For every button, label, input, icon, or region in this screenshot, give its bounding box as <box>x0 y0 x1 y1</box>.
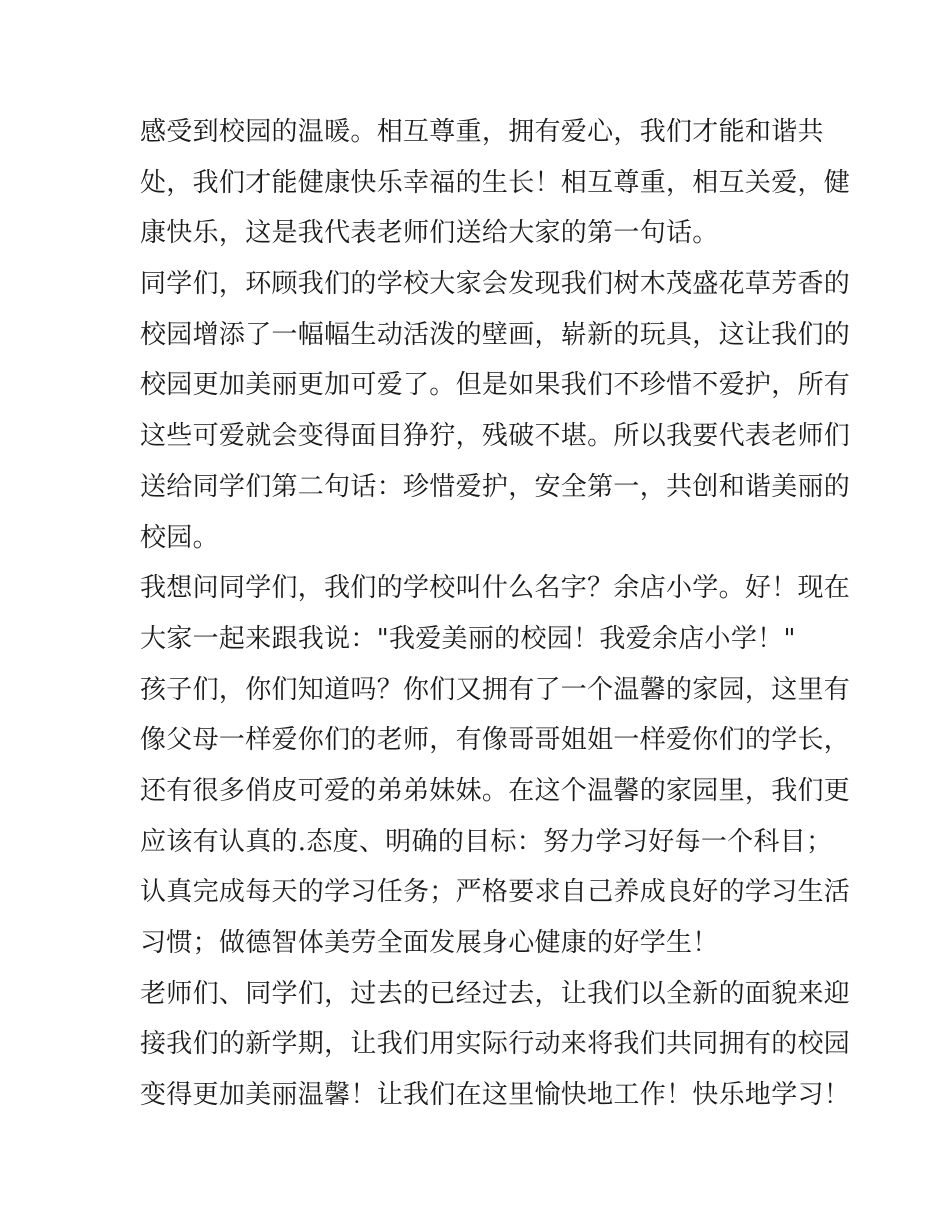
text-line: 感受到校园的温暖。相互尊重，拥有爱心，我们才能和谐共 <box>140 117 824 147</box>
text-line: 像父母一样爱你们的老师，有像哥哥姐姐一样爱你们的学长， <box>140 725 851 756</box>
text-line: 孩子们，你们知道吗？你们又拥有了一个温馨的家园，这里有 <box>140 674 851 705</box>
text-line: 这些可爱就会变得面目狰狞，残破不堪。所以我要代表老师们 <box>140 421 851 452</box>
document-body <box>140 107 851 1121</box>
text-line: 我想问同学们，我们的学校叫什么名字？余店小学。好！现在 <box>140 573 851 604</box>
text-line: 应该有认真的.态度、明确的目标：努力学习好每一个科目； <box>140 826 833 857</box>
text-line: 处，我们才能健康快乐幸福的生长！相互尊重，相互关爱，健 <box>140 167 851 198</box>
text-line: 校园更加美丽更加可爱了。但是如果我们不珍惜不爱护，所有 <box>140 370 851 401</box>
text-line: 老师们、同学们，过去的已经过去，让我们以全新的面貌来迎 <box>140 978 851 1009</box>
text-line: 康快乐，这是我代表老师们送给大家的第一句话。 <box>140 218 719 249</box>
text-line: 认真完成每天的学习任务；严格要求自己养成良好的学习生活 <box>140 877 851 908</box>
text-line: 还有很多俏皮可爱的弟弟妹妹。在这个温馨的家园里，我们更 <box>140 775 851 806</box>
text-line: 习惯；做德智体美劳全面发展身心健康的好学生！ <box>140 928 719 958</box>
text-line: 校园。 <box>140 522 219 553</box>
text-line: 送给同学们第二句话：珍惜爱护，安全第一，共创和谐美丽的 <box>140 471 851 502</box>
text-line: 同学们，环顾我们的学校大家会发现我们树木茂盛花草芳香的 <box>140 269 851 300</box>
text-line: 接我们的新学期，让我们用实际行动来将我们共同拥有的校园 <box>140 1029 851 1060</box>
text-line: 大家一起来跟我说："我爱美丽的校园！我爱余店小学！" <box>140 623 796 654</box>
text-line: 校园增添了一幅幅生动活泼的壁画，崭新的玩具，这让我们的 <box>140 319 851 350</box>
text-line: 变得更加美丽温馨！让我们在这里愉快地工作！快乐地学习！ <box>140 1080 851 1111</box>
